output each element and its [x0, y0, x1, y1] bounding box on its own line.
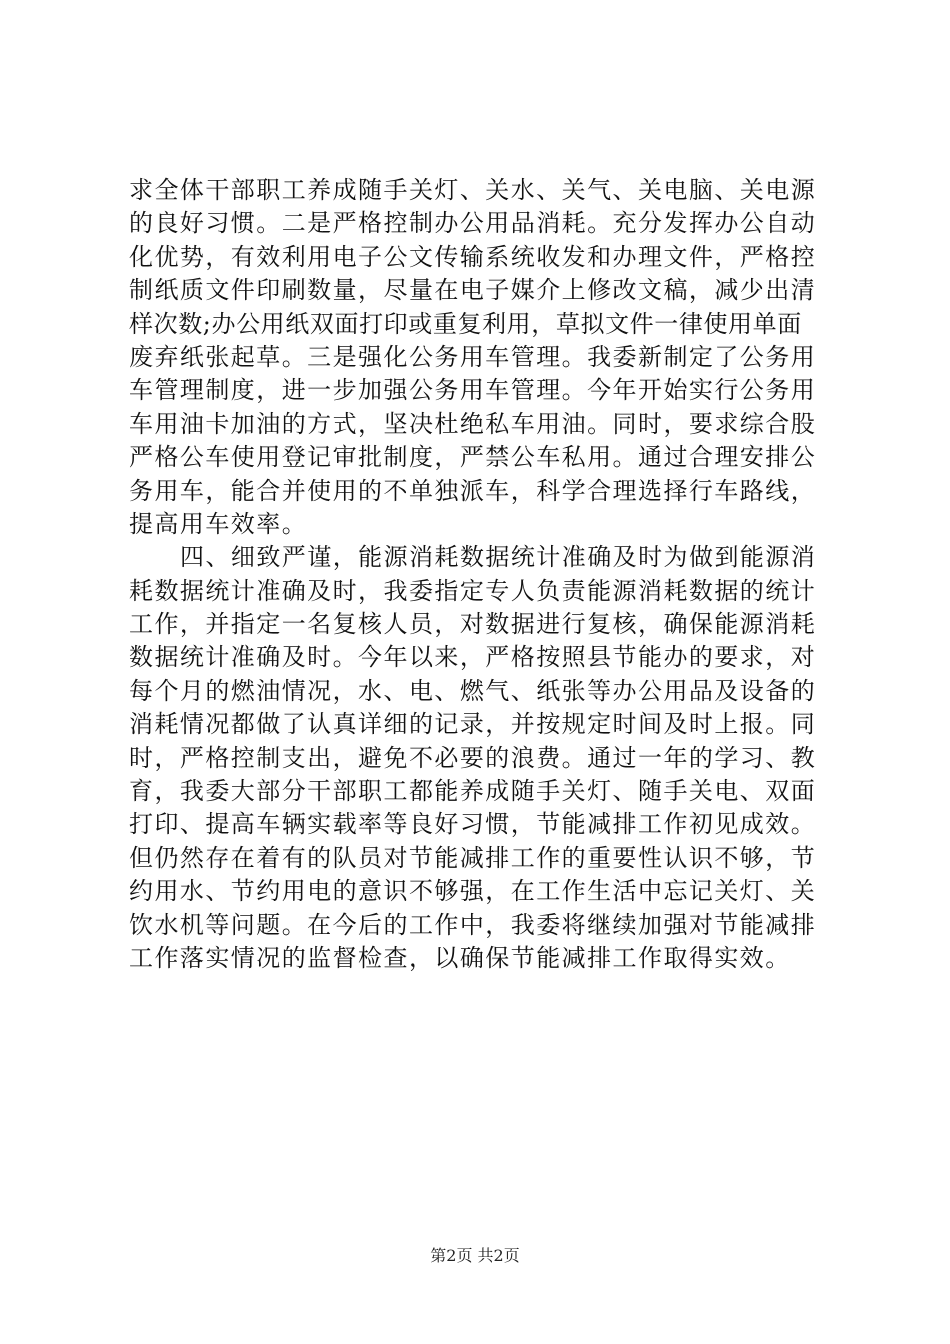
text-line: 育，我委大部分干部职工都能养成随手关灯、随手关电、双面 — [129, 777, 817, 806]
text-line: 务用车，能合并使用的不单独派车，科学合理选择行车路线， — [129, 476, 817, 505]
document-body — [129, 174, 829, 975]
text-line: 提高用车效率。 — [129, 509, 308, 538]
text-line: 制纸质文件印刷数量，尽量在电子媒介上修改文稿，减少出清 — [129, 276, 817, 305]
text-line: 耗数据统计准确及时，我委指定专人负责能源消耗数据的统计 — [129, 576, 817, 605]
text-line: 工作，并指定一名复核人员，对数据进行复核，确保能源消耗 — [129, 610, 817, 639]
text-line: 时，严格控制支出，避免不必要的浪费。通过一年的学习、教 — [129, 743, 817, 772]
text-line: 消耗情况都做了认真详细的记录，并按规定时间及时上报。同 — [129, 710, 817, 739]
text-line: 打印、提高车辆实载率等良好习惯，节能减排工作初见成效。 — [129, 810, 817, 839]
text-line: 化优势，有效利用电子公文传输系统收发和办理文件，严格控 — [129, 242, 817, 271]
paragraph-start-line: 四、细致严谨，能源消耗数据统计准确及时为做到能源消 — [180, 543, 817, 572]
text-line: 的良好习惯。二是严格控制办公用品消耗。充分发挥办公自动 — [129, 209, 817, 238]
text-line: 求全体干部职工养成随手关灯、关水、关气、关电脑、关电源 — [129, 176, 817, 204]
text-line: 车管理制度，进一步加强公务用车管理。今年开始实行公务用 — [129, 376, 817, 405]
text-line: 数据统计准确及时。今年以来，严格按照县节能办的要求，对 — [129, 643, 817, 672]
text-line: 工作落实情况的监督检查，以确保节能减排工作取得实效。 — [129, 943, 791, 972]
text-line: 每个月的燃油情况，水、电、燃气、纸张等办公用品及设备的 — [129, 676, 817, 705]
text-line: 车用油卡加油的方式，坚决杜绝私车用油。同时，要求综合股 — [129, 409, 817, 438]
text-line: 饮水机等问题。在今后的工作中，我委将继续加强对节能减排 — [129, 910, 817, 939]
text-line: 但仍然存在着有的队员对节能减排工作的重要性认识不够，节 — [129, 843, 817, 872]
page-number-footer: 第2页 共2页 — [430, 1246, 520, 1265]
text-line: 约用水、节约用电的意识不够强，在工作生活中忘记关灯、关 — [129, 877, 817, 906]
text-line: 严格公车使用登记审批制度，严禁公车私用。通过合理安排公 — [129, 443, 817, 472]
text-line: 样次数;办公用纸双面打印或重复利用，草拟文件一律使用单面 — [129, 309, 802, 338]
text-line: 废弃纸张起草。三是强化公务用车管理。我委新制定了公务用 — [129, 342, 817, 371]
